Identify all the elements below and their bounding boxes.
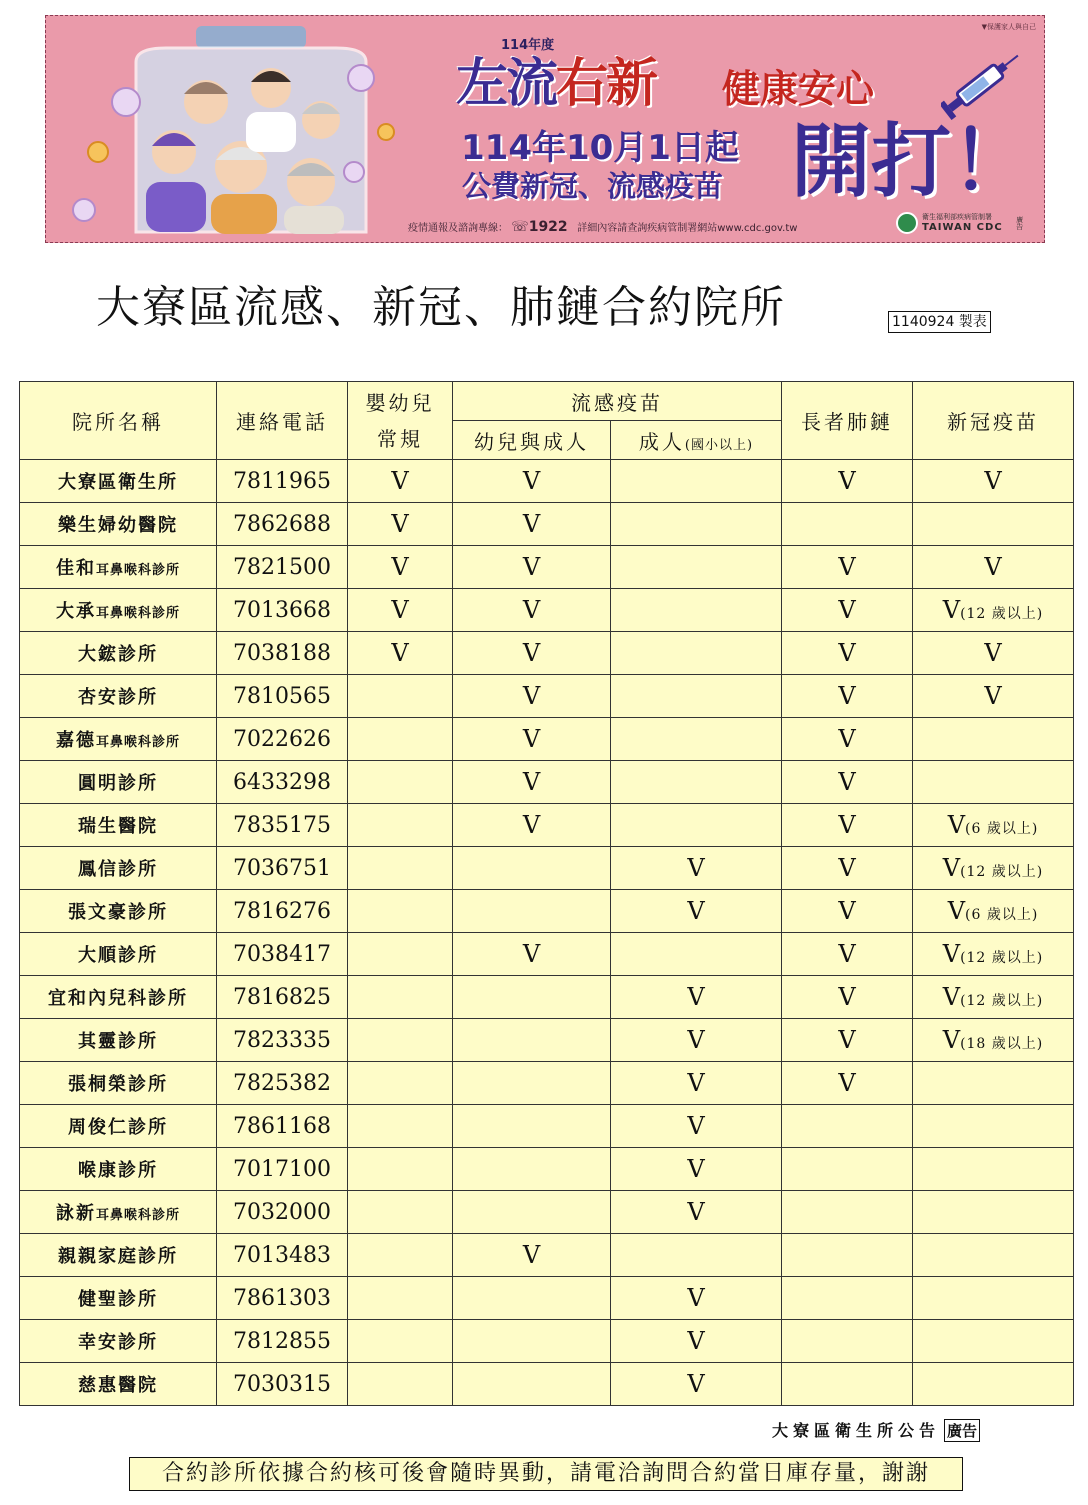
covid-vaccine-cell — [913, 1234, 1074, 1277]
flu-child-adult-cell: V — [453, 804, 611, 847]
flu-adult-cell: V — [611, 1019, 782, 1062]
elderly-pneumococcal-cell: V — [782, 546, 913, 589]
flu-adult-cell — [611, 933, 782, 976]
covid-mark: V — [984, 467, 1002, 495]
flu-child-adult-cell — [453, 1105, 611, 1148]
phone-cell: 7825382 — [217, 1062, 348, 1105]
elderly-pneumococcal-cell — [782, 1148, 913, 1191]
infant-routine-cell — [348, 1105, 453, 1148]
cdc-name-cn: 衛生福利部疾病管制署 — [922, 213, 992, 221]
elderly-pneumococcal-cell: V — [782, 976, 913, 1019]
covid-mark: V — [947, 811, 966, 839]
flu-child-adult-cell — [453, 1363, 611, 1406]
table-row — [20, 761, 1074, 804]
clinic-name-cell — [20, 546, 217, 589]
clinic-name-suffix: 耳鼻喉科診所 — [95, 563, 180, 578]
covid-vaccine-cell — [913, 503, 1074, 546]
clinic-rows — [20, 460, 1074, 1406]
table-row — [20, 976, 1074, 1019]
flu-adult-cell: V — [611, 976, 782, 1019]
header-flu-child-adult: 幼兒與成人 — [453, 421, 611, 460]
banner-website: 詳細內容請查詢疾病管制署網站www.cdc.gov.tw — [577, 223, 798, 234]
infant-routine-cell — [348, 847, 453, 890]
clinic-name-cell — [20, 933, 217, 976]
elderly-pneumococcal-cell — [782, 1363, 913, 1406]
elderly-pneumococcal-cell: V — [782, 718, 913, 761]
flu-adult-cell — [611, 718, 782, 761]
clinic-name-cell — [20, 1363, 217, 1406]
phone-cell: 7036751 — [217, 847, 348, 890]
clinic-name: 周俊仁診所 — [68, 1117, 168, 1138]
header-flu-vaccine: 流感疫苗 — [453, 382, 782, 421]
infant-routine-cell — [348, 761, 453, 804]
flu-adult-cell — [611, 804, 782, 847]
phone-cell: 7022626 — [217, 718, 348, 761]
elderly-pneumococcal-cell — [782, 1105, 913, 1148]
covid-vaccine-cell — [913, 1148, 1074, 1191]
banner-ad-mark: 廣告 — [1015, 216, 1024, 230]
flu-child-adult-cell: V — [453, 589, 611, 632]
banner-top-note: ▼保護家人與自己 — [981, 23, 1036, 31]
header-elderly-pneumococcal: 長者肺鏈 — [782, 382, 913, 460]
table-row — [20, 1062, 1074, 1105]
clinic-name-suffix: 耳鼻喉科診所 — [95, 735, 180, 750]
table-row — [20, 718, 1074, 761]
clinic-name: 樂生婦幼醫院 — [58, 515, 178, 536]
header-phone: 連絡電話 — [217, 382, 348, 460]
clinic-name-cell — [20, 847, 217, 890]
banner-slogan-tagline: 健康安心 — [722, 67, 875, 111]
document-code: 1140924 製表 — [888, 311, 991, 333]
flu-child-adult-cell: V — [453, 933, 611, 976]
elderly-pneumococcal-cell: V — [782, 890, 913, 933]
phone-cell: 7038188 — [217, 632, 348, 675]
ad-label: 廣告 — [944, 1419, 980, 1442]
clinic-name: 宜和內兒科診所 — [48, 988, 188, 1009]
clinic-name: 親親家庭診所 — [58, 1246, 178, 1267]
clinic-name: 其靈診所 — [78, 1031, 158, 1052]
inventory-notice: 合約診所依據合約核可後會隨時異動，請電洽詢問合約當日庫存量，謝謝 — [129, 1457, 963, 1491]
flu-adult-cell: V — [611, 1363, 782, 1406]
covid-mark: V — [942, 854, 961, 882]
header-flu-adult-label: 成人 — [638, 429, 685, 454]
clinic-name-cell — [20, 761, 217, 804]
infant-routine-cell — [348, 1191, 453, 1234]
banner-slogan-left: 左流 — [456, 54, 557, 114]
infant-routine-cell: V — [348, 632, 453, 675]
infant-routine-cell: V — [348, 589, 453, 632]
phone-cell: 7835175 — [217, 804, 348, 847]
phone-cell: 7861303 — [217, 1277, 348, 1320]
flu-adult-cell — [611, 460, 782, 503]
flu-child-adult-cell: V — [453, 718, 611, 761]
vaccine-campaign-banner — [45, 15, 1045, 243]
clinic-name-cell — [20, 1277, 217, 1320]
elderly-pneumococcal-cell — [782, 1191, 913, 1234]
elderly-pneumococcal-cell: V — [782, 1019, 913, 1062]
clinic-name-cell — [20, 976, 217, 1019]
flu-adult-cell — [611, 589, 782, 632]
covid-vaccine-cell — [913, 1191, 1074, 1234]
flu-adult-cell: V — [611, 1148, 782, 1191]
covid-vaccine-cell — [913, 847, 1074, 890]
infant-routine-cell — [348, 933, 453, 976]
infant-routine-cell — [348, 718, 453, 761]
elderly-pneumococcal-cell: V — [782, 804, 913, 847]
banner-slogan-right: 右新 — [556, 54, 657, 114]
header-flu-adult — [611, 421, 782, 460]
covid-vaccine-cell — [913, 1363, 1074, 1406]
phone-cell: 7013483 — [217, 1234, 348, 1277]
clinic-name: 詠新 — [55, 1203, 96, 1224]
flu-adult-cell — [611, 761, 782, 804]
cdc-emblem-icon — [896, 212, 918, 234]
phone-cell: 7811965 — [217, 460, 348, 503]
banner-start-date: 114年10月1日起 — [461, 128, 739, 168]
elderly-pneumococcal-cell: V — [782, 933, 913, 976]
table-row — [20, 460, 1074, 503]
clinic-name: 健聖診所 — [78, 1289, 158, 1310]
covid-age-note: (12 歲以上) — [960, 864, 1044, 880]
banner-hotline — [408, 219, 797, 235]
clinic-name: 嘉德 — [55, 730, 96, 751]
clinic-name-cell — [20, 1105, 217, 1148]
family-vaccine-jar-illustration — [56, 22, 396, 240]
flu-adult-cell: V — [611, 1105, 782, 1148]
table-row — [20, 847, 1074, 890]
clinic-name: 大順診所 — [78, 945, 158, 966]
flu-child-adult-cell — [453, 1019, 611, 1062]
flu-child-adult-cell: V — [453, 761, 611, 804]
covid-mark: V — [984, 682, 1002, 710]
flu-child-adult-cell — [453, 890, 611, 933]
flu-child-adult-cell: V — [453, 675, 611, 718]
flu-child-adult-cell — [453, 1148, 611, 1191]
clinic-name: 杏安診所 — [78, 687, 158, 708]
flu-child-adult-cell: V — [453, 460, 611, 503]
clinic-name-cell — [20, 1234, 217, 1277]
infant-routine-cell — [348, 804, 453, 847]
elderly-pneumococcal-cell: V — [782, 1062, 913, 1105]
clinic-name: 幸安診所 — [78, 1332, 158, 1353]
elderly-pneumococcal-cell: V — [782, 460, 913, 503]
elderly-pneumococcal-cell: V — [782, 675, 913, 718]
flu-adult-cell: V — [611, 890, 782, 933]
clinic-name: 慈惠醫院 — [78, 1375, 158, 1396]
clinic-name-suffix: 耳鼻喉科診所 — [95, 1208, 180, 1223]
table-row — [20, 1191, 1074, 1234]
clinic-name-suffix: 耳鼻喉科診所 — [95, 606, 180, 621]
flu-child-adult-cell: V — [453, 632, 611, 675]
clinic-name: 瑞生醫院 — [78, 816, 158, 837]
hotline-number: 1922 — [528, 219, 568, 235]
infant-routine-cell — [348, 1363, 453, 1406]
infant-routine-cell — [348, 1320, 453, 1363]
phone-cell: 7823335 — [217, 1019, 348, 1062]
flu-child-adult-cell: V — [453, 503, 611, 546]
covid-mark: V — [942, 596, 961, 624]
phone-cell: 7030315 — [217, 1363, 348, 1406]
covid-mark: V — [942, 940, 961, 968]
phone-cell: 6433298 — [217, 761, 348, 804]
elderly-pneumococcal-cell — [782, 503, 913, 546]
clinic-name-cell — [20, 804, 217, 847]
table-row — [20, 632, 1074, 675]
covid-age-note: (6 歲以上) — [965, 821, 1039, 837]
flu-child-adult-cell — [453, 1191, 611, 1234]
flu-child-adult-cell — [453, 1277, 611, 1320]
flu-adult-cell — [611, 546, 782, 589]
covid-mark: V — [942, 983, 961, 1011]
announcer-name: 大寮區衛生所公告 — [772, 1421, 941, 1440]
flu-child-adult-cell: V — [453, 546, 611, 589]
elderly-pneumococcal-cell: V — [782, 589, 913, 632]
covid-mark: V — [984, 639, 1002, 667]
flu-child-adult-cell — [453, 1320, 611, 1363]
flu-adult-cell: V — [611, 1062, 782, 1105]
infant-routine-cell — [348, 1019, 453, 1062]
table-row — [20, 1320, 1074, 1363]
clinic-name-cell — [20, 1062, 217, 1105]
covid-mark: V — [947, 897, 966, 925]
header-clinic-name: 院所名稱 — [20, 382, 217, 460]
covid-vaccine-cell — [913, 675, 1074, 718]
covid-age-note: (12 歲以上) — [960, 993, 1044, 1009]
covid-vaccine-cell — [913, 1105, 1074, 1148]
phone-cell: 7032000 — [217, 1191, 348, 1234]
covid-vaccine-cell — [913, 1320, 1074, 1363]
clinic-name: 喉康診所 — [78, 1160, 158, 1181]
phone-cell: 7017100 — [217, 1148, 348, 1191]
flu-child-adult-cell — [453, 976, 611, 1019]
table-row — [20, 1234, 1074, 1277]
clinic-name-cell — [20, 1320, 217, 1363]
covid-vaccine-cell — [913, 976, 1074, 1019]
clinic-name: 鳳信診所 — [78, 859, 158, 880]
syringe-icon — [941, 44, 1027, 120]
covid-age-note: (6 歲以上) — [965, 907, 1039, 923]
clinic-name: 張文豪診所 — [68, 902, 168, 923]
covid-vaccine-cell — [913, 1277, 1074, 1320]
table-row — [20, 546, 1074, 589]
phone-cell: 7810565 — [217, 675, 348, 718]
covid-vaccine-cell — [913, 1019, 1074, 1062]
flu-child-adult-cell — [453, 847, 611, 890]
infant-routine-cell — [348, 976, 453, 1019]
elderly-pneumococcal-cell: V — [782, 632, 913, 675]
elderly-pneumococcal-cell — [782, 1320, 913, 1363]
infant-routine-cell — [348, 890, 453, 933]
clinic-name: 大寮區衛生所 — [58, 472, 178, 493]
taiwan-cdc-logo — [896, 212, 1025, 234]
cdc-name-en: TAIWAN CDC — [922, 222, 1003, 233]
elderly-pneumococcal-cell — [782, 1234, 913, 1277]
phone-cell: 7821500 — [217, 546, 348, 589]
covid-vaccine-cell — [913, 460, 1074, 503]
covid-age-note: (12 歲以上) — [960, 606, 1044, 622]
phone-cell: 7013668 — [217, 589, 348, 632]
infant-routine-cell — [348, 1062, 453, 1105]
infant-routine-cell — [348, 1148, 453, 1191]
phone-cell: 7816276 — [217, 890, 348, 933]
covid-age-note: (12 歲以上) — [960, 950, 1044, 966]
infant-routine-cell — [348, 675, 453, 718]
flu-adult-cell: V — [611, 1277, 782, 1320]
clinic-name-cell — [20, 718, 217, 761]
covid-vaccine-cell — [913, 761, 1074, 804]
header-covid-vaccine: 新冠疫苗 — [913, 382, 1074, 460]
table-row — [20, 589, 1074, 632]
table-row — [20, 933, 1074, 976]
elderly-pneumococcal-cell: V — [782, 847, 913, 890]
clinic-name-cell — [20, 1191, 217, 1234]
elderly-pneumococcal-cell — [782, 1277, 913, 1320]
banner-year: 114年度 — [501, 38, 555, 53]
flu-adult-cell: V — [611, 847, 782, 890]
covid-vaccine-cell — [913, 718, 1074, 761]
phone-cell: 7861168 — [217, 1105, 348, 1148]
infant-routine-cell — [348, 1234, 453, 1277]
clinic-name: 佳和 — [55, 558, 96, 579]
table-row — [20, 1277, 1074, 1320]
header-flu-adult-note: (國小以上) — [684, 437, 754, 453]
clinic-name-cell — [20, 632, 217, 675]
phone-icon: ☏ — [511, 219, 529, 235]
flu-child-adult-cell: V — [453, 1234, 611, 1277]
clinic-name: 圓明診所 — [78, 773, 158, 794]
table-row — [20, 675, 1074, 718]
covid-vaccine-cell — [913, 546, 1074, 589]
infant-routine-cell: V — [348, 546, 453, 589]
clinic-name-cell — [20, 1148, 217, 1191]
banner-slogan — [456, 54, 656, 114]
clinic-name: 張桐榮診所 — [68, 1074, 168, 1095]
clinic-name-cell — [20, 460, 217, 503]
table-row — [20, 890, 1074, 933]
clinic-name: 大承 — [55, 601, 96, 622]
flu-adult-cell: V — [611, 1191, 782, 1234]
cdc-name-block — [922, 213, 1003, 233]
covid-vaccine-cell — [913, 632, 1074, 675]
flu-adult-cell: V — [611, 1320, 782, 1363]
hotline-label: 疫情通報及諮詢專線： — [408, 223, 508, 234]
phone-cell: 7862688 — [217, 503, 348, 546]
table-row — [20, 1148, 1074, 1191]
table-row — [20, 804, 1074, 847]
elderly-pneumococcal-cell: V — [782, 761, 913, 804]
table-row — [20, 1105, 1074, 1148]
covid-vaccine-cell — [913, 890, 1074, 933]
flu-adult-cell — [611, 1234, 782, 1277]
clinic-name: 大鋐診所 — [78, 644, 158, 665]
table-row — [20, 1363, 1074, 1406]
clinic-name-cell — [20, 1019, 217, 1062]
clinic-name-cell — [20, 890, 217, 933]
covid-mark: V — [942, 1026, 961, 1054]
flu-child-adult-cell — [453, 1062, 611, 1105]
clinic-name-cell — [20, 589, 217, 632]
flu-adult-cell — [611, 503, 782, 546]
banner-vaccine-line: 公費新冠、流感疫苗 — [462, 169, 724, 203]
clinic-name-cell — [20, 503, 217, 546]
banner-open-text: 開打！ — [791, 115, 1031, 208]
phone-cell: 7812855 — [217, 1320, 348, 1363]
covid-vaccine-cell — [913, 1062, 1074, 1105]
clinic-name-cell — [20, 675, 217, 718]
covid-age-note: (18 歲以上) — [960, 1036, 1044, 1052]
table-row — [20, 1019, 1074, 1062]
infant-routine-cell — [348, 1277, 453, 1320]
infant-routine-cell: V — [348, 503, 453, 546]
phone-cell: 7816825 — [217, 976, 348, 1019]
covid-mark: V — [984, 553, 1002, 581]
table-row — [20, 503, 1074, 546]
page-title: 大寮區流感、新冠、肺鏈合約院所 — [96, 282, 786, 333]
clinic-vaccine-table — [19, 381, 1074, 1406]
header-infant-routine: 嬰幼兒常規 — [348, 382, 453, 460]
flu-adult-cell — [611, 675, 782, 718]
flu-adult-cell — [611, 632, 782, 675]
covid-vaccine-cell — [913, 589, 1074, 632]
covid-vaccine-cell — [913, 933, 1074, 976]
announcer-line — [772, 1418, 980, 1442]
phone-cell: 7038417 — [217, 933, 348, 976]
infant-routine-cell: V — [348, 460, 453, 503]
covid-vaccine-cell — [913, 804, 1074, 847]
